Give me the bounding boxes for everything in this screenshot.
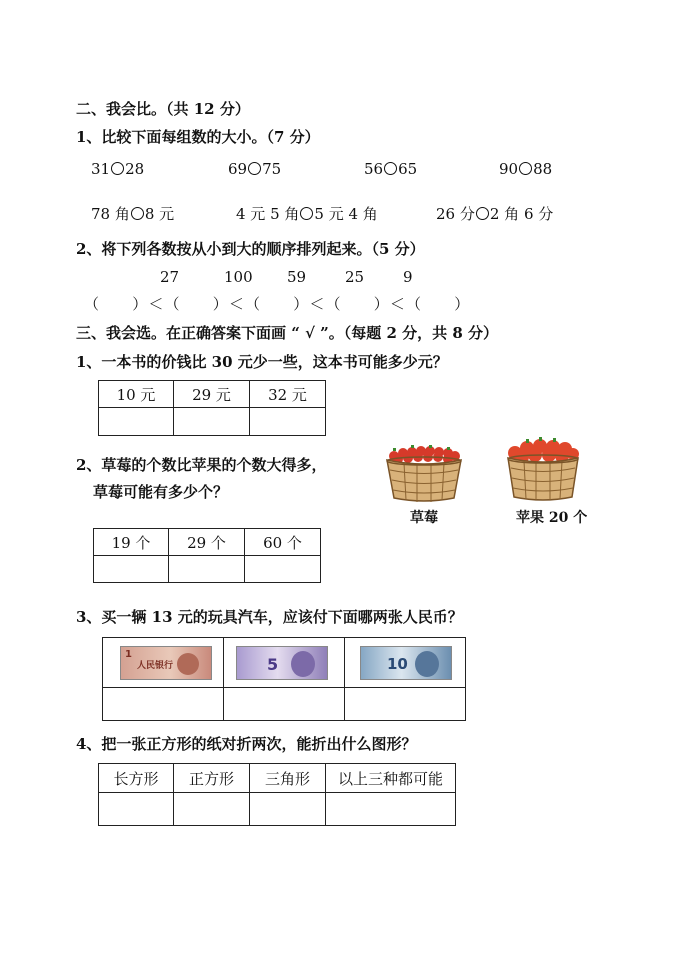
option-label: 60 个 — [245, 529, 321, 556]
ten-yuan-bill-icon — [360, 646, 452, 680]
portrait-icon — [177, 653, 199, 675]
option-label: 长方形 — [99, 764, 174, 793]
answer-cell[interactable] — [345, 688, 466, 721]
bill-seal: 人民银行 — [137, 661, 174, 671]
bill-cell — [345, 638, 466, 688]
compare-item — [228, 160, 281, 178]
compare-right: 28 — [125, 160, 145, 178]
answer-cell[interactable] — [99, 793, 174, 826]
number: 59 — [287, 268, 307, 286]
compare-item — [91, 203, 174, 224]
compare-left: 26 分 — [436, 205, 475, 223]
compare-left: 78 角 — [91, 205, 130, 223]
compare-left: 4 元 5 角 — [236, 205, 300, 223]
option-label: 29 元 — [174, 381, 250, 408]
s3-q2-title-line1: 2、草莓的个数比苹果的个数大得多， — [76, 456, 327, 474]
answer-cell[interactable] — [224, 688, 345, 721]
s3-q4-title: 4、把一张正方形的纸对折两次，能折出什么图形？ — [76, 735, 417, 753]
answer-cell[interactable] — [326, 793, 456, 826]
bill-cell — [103, 638, 224, 688]
compare-left: 90 — [499, 160, 519, 178]
section3-title: 三、我会选。在正确答案下面画 “ √ ”。（每题 2 分，共 8 分） — [76, 324, 499, 342]
s3-q2-title-line2: 草莓可能有多少个？ — [93, 483, 229, 501]
compare-right: 5 元 4 角 — [314, 205, 378, 223]
bill-numeral: 10 — [387, 655, 408, 673]
option-label: 三角形 — [250, 764, 326, 793]
answer-cell[interactable] — [245, 556, 321, 583]
compare-left: 31 — [91, 160, 111, 178]
q3-options-table — [102, 637, 466, 721]
portrait-icon — [415, 651, 439, 677]
q2-title: 2、将下列各数按从小到大的顺序排列起来。（5 分） — [76, 240, 425, 258]
bill-numeral: 1 — [125, 649, 132, 660]
number: 27 — [160, 268, 180, 286]
answer-cell[interactable] — [94, 556, 169, 583]
compare-right: 8 元 — [144, 205, 175, 223]
bill-numeral: 5 — [267, 655, 279, 674]
five-yuan-bill-icon — [236, 646, 328, 680]
compare-circle[interactable] — [476, 207, 489, 220]
answer-cell[interactable] — [250, 408, 326, 436]
compare-item — [436, 203, 553, 224]
compare-right: 65 — [398, 160, 418, 178]
compare-item — [364, 160, 417, 178]
answer-cell[interactable] — [174, 408, 250, 436]
q2-options-table — [93, 528, 321, 583]
portrait-icon — [291, 651, 315, 677]
s3-q1-title: 1、一本书的价钱比 30 元少一些，这本书可能多少元？ — [76, 353, 448, 371]
answer-cell[interactable] — [250, 793, 326, 826]
section2-title: 二、我会比。（共 12 分） — [76, 100, 250, 118]
one-yuan-bill-icon — [120, 646, 212, 680]
s3-q3-title: 3、买一辆 13 元的玩具汽车，应该付下面哪两张人民币？ — [76, 608, 463, 626]
compare-left: 69 — [228, 160, 248, 178]
strawberry-label: 草莓 — [410, 510, 438, 526]
option-label: 29 个 — [169, 529, 245, 556]
bill-cell — [224, 638, 345, 688]
compare-circle[interactable] — [248, 162, 261, 175]
compare-circle[interactable] — [111, 162, 124, 175]
number: 9 — [403, 268, 413, 286]
q4-options-table — [98, 763, 456, 826]
answer-cell[interactable] — [99, 408, 174, 436]
q1-title: 1、比较下面每组数的大小。（7 分） — [76, 128, 320, 146]
number: 100 — [224, 268, 253, 286]
compare-item — [236, 203, 378, 224]
compare-circle[interactable] — [384, 162, 397, 175]
answer-cell[interactable] — [169, 556, 245, 583]
compare-circle[interactable] — [131, 207, 144, 220]
answer-cell[interactable] — [174, 793, 250, 826]
apple-label: 苹果 20 个 — [516, 510, 588, 526]
strawberry-basket-icon — [384, 440, 464, 504]
number: 25 — [345, 268, 365, 286]
compare-left: 56 — [364, 160, 384, 178]
option-label: 32 元 — [250, 381, 326, 408]
order-line[interactable]: （ ）＜（ ）＜（ ）＜（ ）＜（ ） — [84, 295, 471, 313]
compare-circle[interactable] — [519, 162, 532, 175]
answer-cell[interactable] — [103, 688, 224, 721]
compare-circle[interactable] — [300, 207, 313, 220]
option-label: 正方形 — [174, 764, 250, 793]
compare-right: 88 — [533, 160, 553, 178]
compare-item — [499, 160, 552, 178]
option-label: 10 元 — [99, 381, 174, 408]
compare-right: 75 — [262, 160, 282, 178]
option-label: 以上三种都可能 — [326, 764, 456, 793]
compare-right: 2 角 6 分 — [489, 205, 554, 223]
compare-item — [91, 160, 144, 178]
apple-basket-icon — [505, 437, 581, 503]
q1-options-table — [98, 380, 326, 436]
option-label: 19 个 — [94, 529, 169, 556]
